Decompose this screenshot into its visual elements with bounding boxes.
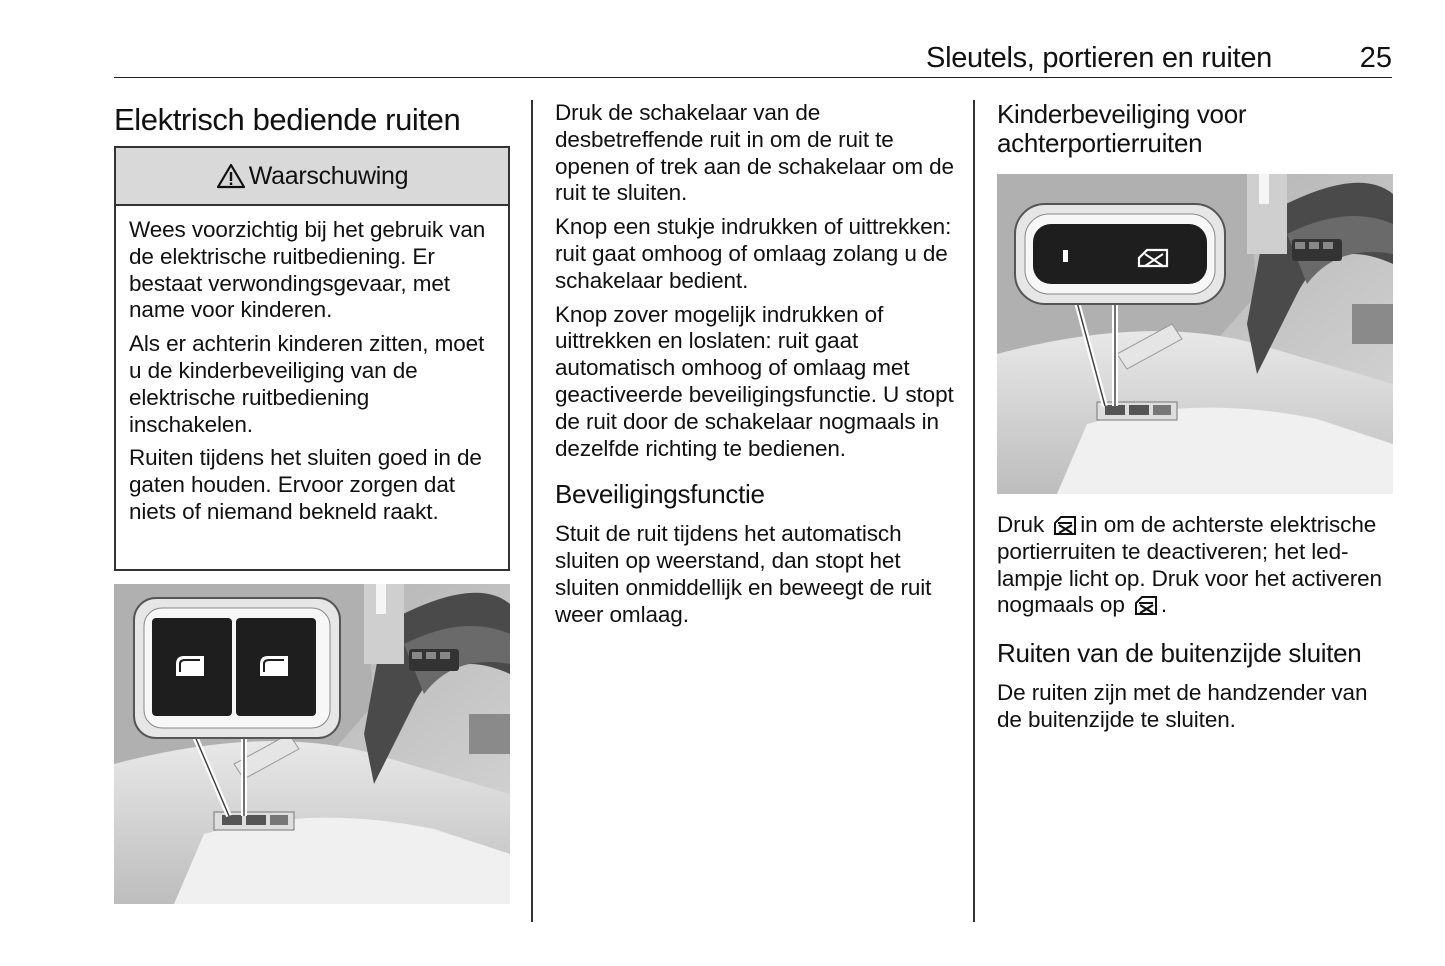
body-paragraph: Knop een stukje indrukken of uittrekken: ruit gaat omhoog of omlaag zolang u de schakelaar bedient. — [555, 214, 952, 293]
child-lock-text — [997, 512, 1393, 741]
section-title: Elektrisch bediende ruiten — [114, 102, 461, 137]
warning-paragraph: Als er achterin kinderen zitten, moet u de kinderbeveiliging van de elektrische ruitbediening inschakelen. — [129, 331, 485, 437]
warning-header — [116, 148, 508, 206]
window-switch-drawing — [114, 584, 510, 904]
child-lock-window-icon — [1134, 594, 1158, 616]
body-paragraph: Druk de schakelaar van de desbetreffende ruit in om de ruit te openen of trek aan de schakelaar om de ruit te sluiten. — [555, 100, 954, 206]
body-paragraph: Stuit de ruit tijdens het automatisch sluiten op weerstand, dan stopt het sluiten onmiddellijk en beweegt de ruit weer omlaag. — [555, 521, 932, 627]
child-lock-illustration — [997, 174, 1393, 494]
warning-body — [116, 206, 508, 526]
body-paragraph: De ruiten zijn met de handzender van de buitenzijde te sluiten. — [997, 680, 1368, 732]
warning-paragraph: Wees voorzichtig bij het gebruik van de elektrische ruitbediening. Er bestaat verwondingsgevaar, met name voor kinderen. — [129, 217, 486, 323]
running-header — [114, 40, 1392, 78]
column-divider — [531, 100, 533, 922]
child-lock-drawing — [997, 174, 1393, 494]
subheading-close-from-outside: Ruiten van de buitenzijde sluiten — [997, 638, 1362, 669]
warning-label: Waarschuwing — [248, 161, 409, 190]
child-lock-window-icon — [1053, 514, 1077, 536]
chapter-title: Sleutels, portieren en ruiten — [926, 42, 1272, 74]
warning-paragraph: Ruiten tijdens het sluiten goed in de gaten houden. Ervoor zorgen dat niets of niemand bekneld raakt. — [129, 445, 482, 524]
para-text: Druk — [997, 512, 1045, 537]
para-text: . — [1160, 592, 1168, 618]
page-number: 25 — [1359, 42, 1392, 74]
body-paragraph: Knop zover mogelijk indrukken of uittrekken en loslaten: ruit gaat automatisch omhoog of omlaag met geactiveerde beveiligingsfunctie. U stopt de ruit door de schakelaar nogmaals in dezelfde richting te bedienen. — [555, 301, 954, 461]
middle-column — [555, 100, 955, 636]
warning-triangle-icon — [216, 163, 246, 189]
right-column — [997, 99, 1393, 732]
column-divider — [973, 100, 975, 922]
para-text: in om de achterste elektrische portierruiten te deactiveren; het led-lampje licht op. Druk voor het activeren nogmaals op — [997, 512, 1382, 618]
body-paragraph — [997, 512, 1393, 619]
subheading-safety-function: Beveiligingsfunctie — [555, 479, 765, 510]
left-column — [114, 100, 510, 524]
window-switch-illustration — [114, 584, 510, 904]
subheading-child-lock: Kinderbeveiliging voor achterportierruiten — [997, 99, 1247, 158]
warning-box — [114, 146, 510, 571]
